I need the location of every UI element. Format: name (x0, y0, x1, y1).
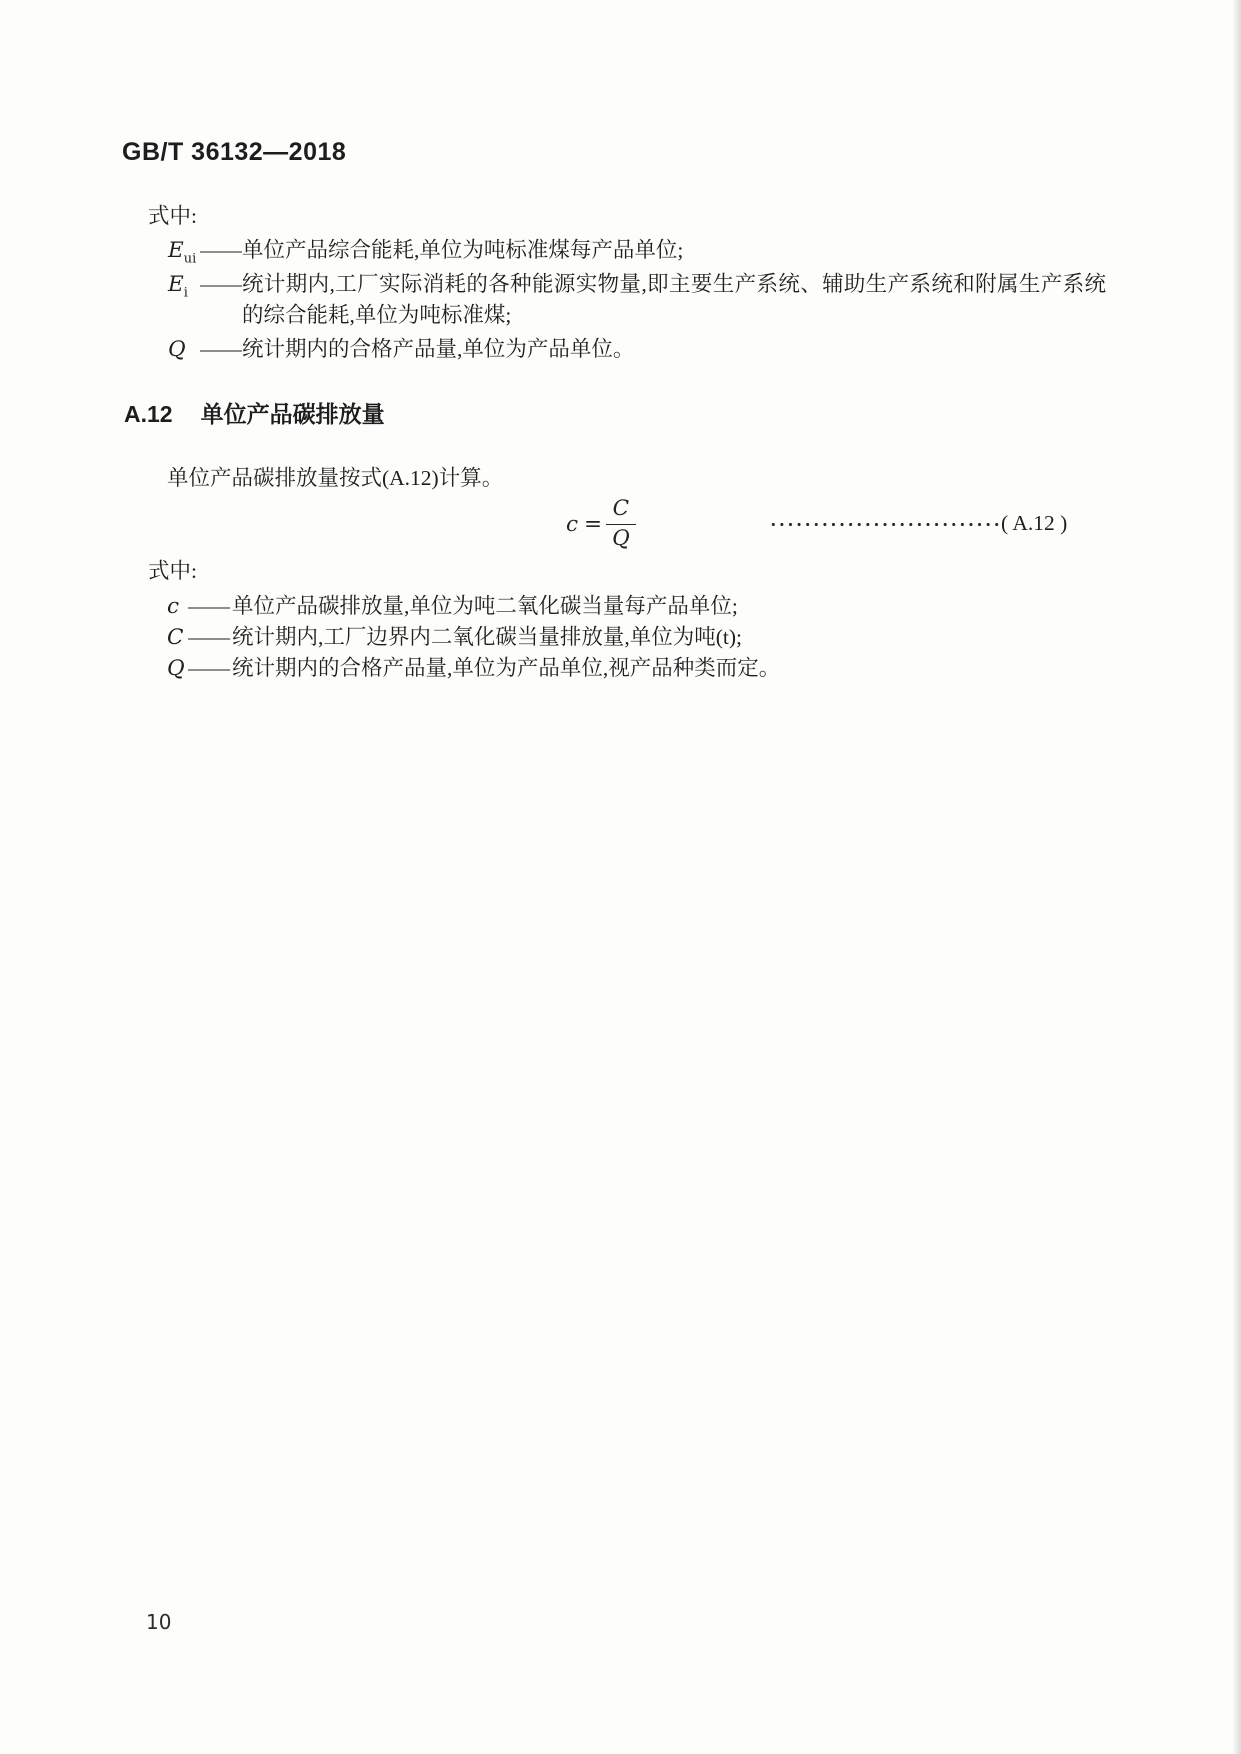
formula-fraction (606, 497, 636, 550)
dotted-leader (769, 520, 999, 529)
symbol-base: Q (168, 337, 186, 362)
definition-row (168, 269, 1133, 331)
definition-text: 统计期内,工厂实际消耗的各种能源实物量,即主要生产系统、辅助生产系统和附属生产系统的综合能耗,单位为吨标准煤; (242, 272, 1106, 327)
symbol-c-lower: c (167, 594, 180, 619)
definition-dash: —— (188, 625, 229, 649)
definition-text: 统计期内的合格产品量,单位为产品单位。 (242, 337, 635, 361)
definition-row (167, 622, 1132, 653)
where-label-a12: 式中: (148, 559, 197, 583)
definition-dash: —— (200, 337, 241, 361)
where-label-prev: 式中: (148, 204, 197, 228)
definition-dash: —— (200, 272, 241, 296)
formula-a12 (566, 497, 636, 551)
standard-number: GB/T 36132—2018 (122, 138, 347, 166)
equation-number: ( A.12 ) (1001, 511, 1068, 535)
symbol-q (168, 334, 200, 365)
fraction-denominator: Q (606, 524, 636, 551)
definition-row (168, 334, 1133, 365)
definition-row (167, 591, 1132, 622)
definition-dash: —— (200, 238, 241, 262)
formula-lhs: c (566, 511, 579, 537)
symbol-base: E (168, 272, 184, 297)
section-intro: 单位产品碳排放量按式(A.12)计算。 (167, 466, 504, 490)
symbol-subscript: i (183, 285, 188, 301)
definition-row (168, 235, 1133, 266)
symbol-subscript: ui (183, 251, 197, 267)
fraction-numerator: C (612, 496, 630, 522)
definition-list-a12 (167, 591, 1132, 684)
definition-dash: —— (188, 594, 229, 618)
symbol-q: Q (167, 656, 185, 681)
definition-text: 单位产品碳排放量,单位为吨二氧化碳当量每产品单位; (232, 594, 738, 618)
page-number: 10 (146, 1610, 172, 1634)
definition-text: 单位产品综合能耗,单位为吨标准煤每产品单位; (242, 238, 684, 262)
definition-list-prev (168, 235, 1133, 368)
section-title: 单位产品碳排放量 (200, 401, 385, 427)
formula-equals: = (584, 511, 603, 537)
symbol-c-upper: C (167, 625, 184, 650)
symbol-e-i (168, 269, 200, 300)
definition-row (167, 653, 1132, 684)
section-heading-a12 (124, 396, 385, 429)
definition-dash: —— (188, 656, 229, 680)
symbol-base: E (168, 238, 184, 263)
section-number: A.12 (124, 401, 173, 427)
definition-text: 统计期内的合格产品量,单位为产品单位,视产品种类而定。 (232, 656, 781, 680)
definition-text: 统计期内,工厂边界内二氧化碳当量排放量,单位为吨(t); (232, 625, 743, 649)
symbol-e-ui (168, 235, 200, 266)
